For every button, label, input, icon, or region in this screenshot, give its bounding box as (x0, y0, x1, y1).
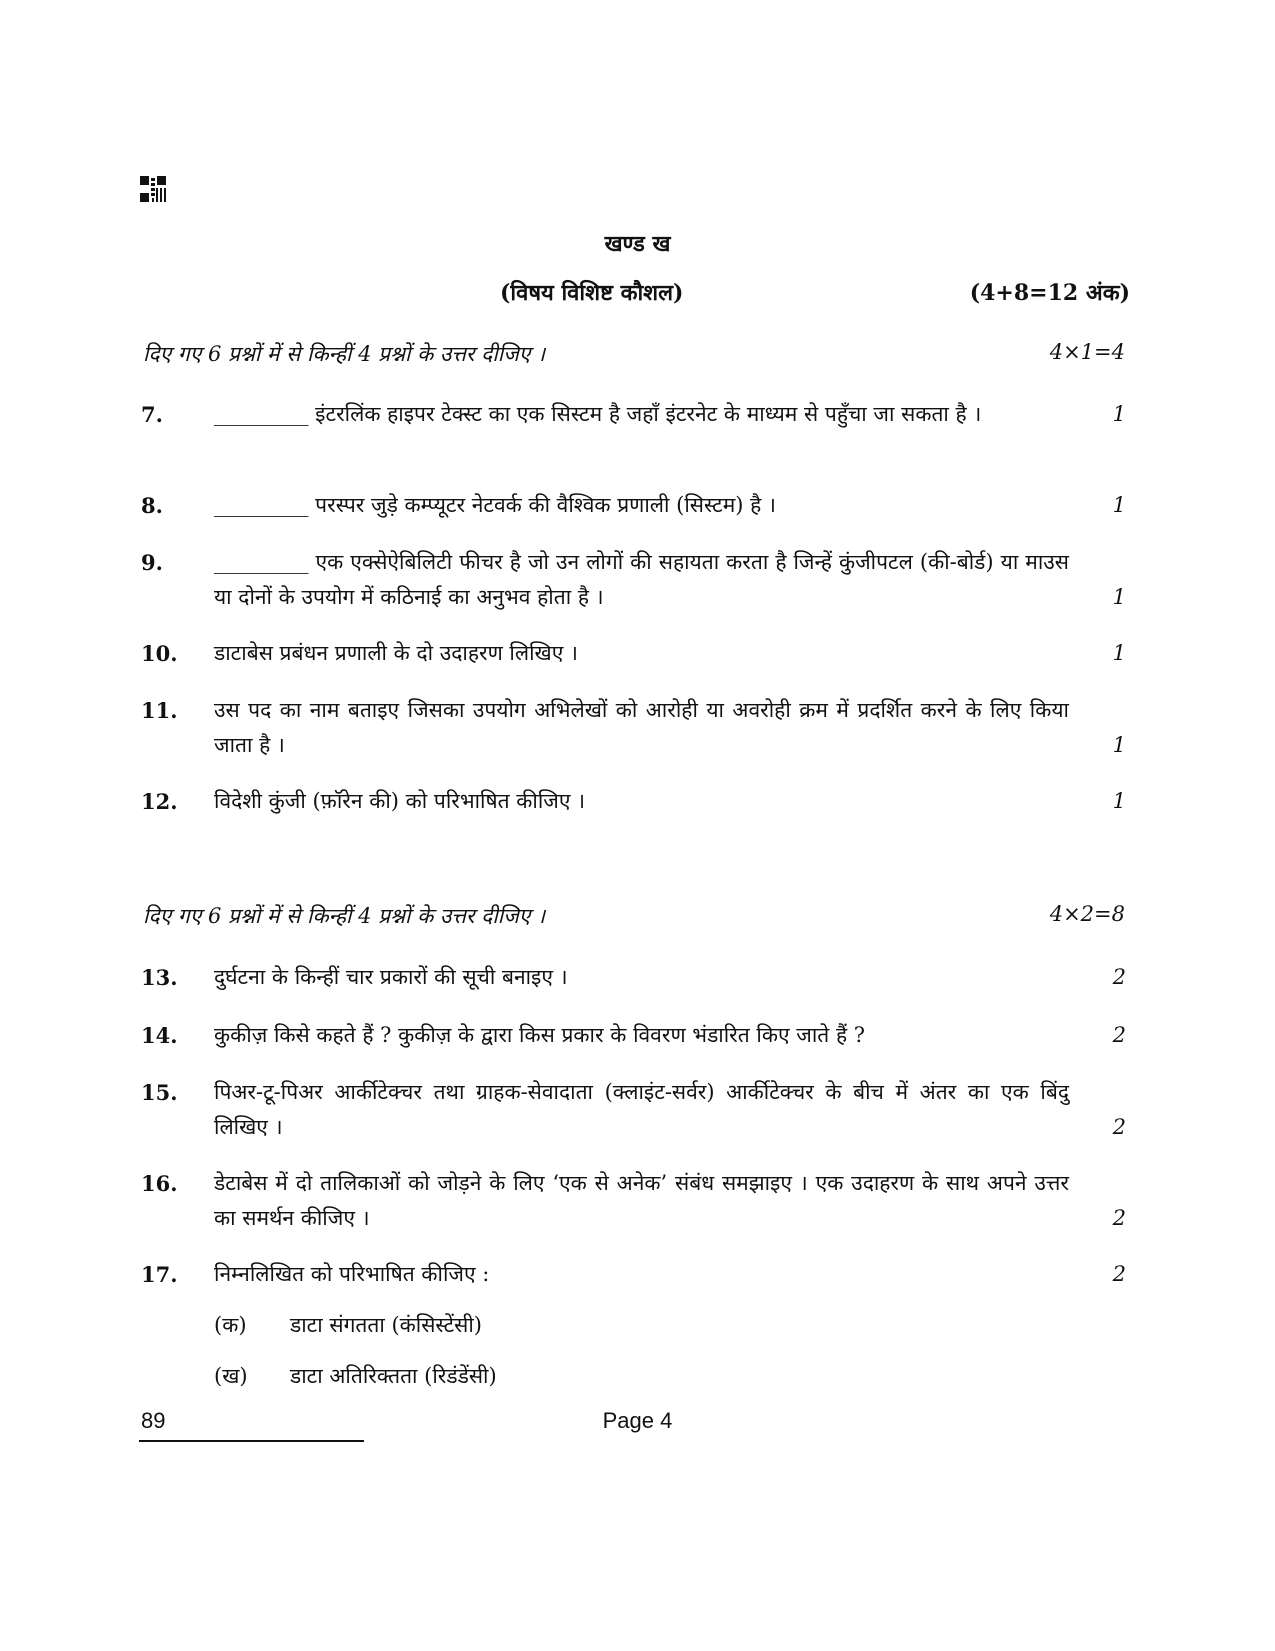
question-item (141, 545, 1126, 615)
question-marks: 2 (1112, 965, 1126, 989)
question-text: विदेशी कुंजी (फ़ॉरेन की) को परिभाषित कीजिए । (214, 789, 586, 813)
question-item (141, 397, 1126, 432)
section-subtitle: (विषय विशिष्ट कौशल) (500, 280, 684, 306)
sub-part-label: (ख) (214, 1364, 248, 1388)
question-item (141, 784, 1126, 819)
question-item (141, 1166, 1126, 1236)
instruction-text: दिए गए 6 प्रश्नों में से किन्हीं 4 प्रश्नों के उत्तर दीजिए । (143, 342, 546, 366)
paper-code: 89 (141, 1408, 166, 1433)
question-item (141, 1075, 1126, 1145)
footer-divider (139, 1440, 364, 1442)
question-marks: 2 (1112, 1115, 1126, 1139)
question-text: डाटाबेस प्रबंधन प्रणाली के दो उदाहरण लिखिए । (214, 641, 578, 665)
question-text: कुकीज़ किसे कहते हैं ? कुकीज़ के द्वारा किस प्रकार के विवरण भंडारित किए जाते हैं ? (214, 1023, 866, 1047)
question-text: पिअर-टू-पिअर आर्कीटेक्चर तथा ग्राहक-सेवादाता (क्लाइंट-सर्वर) आर्कीटेक्चर के बीच में अंतर का एक बिंदु लिखिए । (214, 1080, 1069, 1139)
question-marks: 2 (1112, 1206, 1126, 1230)
question-marks: 1 (1112, 733, 1126, 757)
sub-part-text: डाटा अतिरिक्तता (रिडंडेंसी) (290, 1364, 497, 1388)
group-instruction (143, 902, 1125, 930)
question-number: 12. (141, 789, 178, 814)
question-text: दुर्घटना के किन्हीं चार प्रकारों की सूची बनाइए । (214, 965, 568, 989)
section-marks: (4+8=12 अंक) (969, 280, 1130, 306)
question-number: 10. (141, 641, 178, 666)
question-text: _________ इंटरलिंक हाइपर टेक्स्ट का एक सिस्टम है जहाँ इंटरनेट के माध्यम से पहुँचा जा सकता है । (214, 402, 982, 426)
question-text: _________ एक एक्सेऐबिलिटी फीचर है जो उन लोगों की सहायता करता है जिन्हें कुंजीपटल (की-बोर्ड) या माउस या दोनों के उपयोग में कठिनाई का अनुभव होता है । (214, 550, 1069, 609)
question-text: निम्नलिखित को परिभाषित कीजिए : (214, 1262, 490, 1286)
section-title: खण्ड ख (604, 231, 671, 257)
question-item (141, 488, 1126, 523)
question-number: 7. (141, 402, 163, 427)
question-item (141, 693, 1126, 763)
group-score: 4×1=4 (1049, 340, 1125, 364)
question-item (141, 1018, 1126, 1053)
qr-code (140, 176, 166, 202)
question-item (141, 1257, 1126, 1292)
question-marks: 1 (1112, 789, 1126, 813)
question-number: 11. (141, 698, 178, 723)
question-marks: 1 (1112, 585, 1126, 609)
question-marks: 2 (1112, 1262, 1126, 1286)
question-number: 16. (141, 1171, 178, 1196)
question-text: _________ परस्पर जुड़े कम्प्यूटर नेटवर्क की वैश्विक प्रणाली (सिस्टम) है । (214, 493, 776, 517)
question-number: 15. (141, 1080, 178, 1105)
question-marks: 2 (1112, 1023, 1126, 1047)
sub-part-text: डाटा संगतता (कंसिस्टेंसी) (290, 1313, 482, 1337)
group-instruction (143, 340, 1125, 368)
question-text: डेटाबेस में दो तालिकाओं को जोड़ने के लिए ‘एक से अनेक’ संबंध समझाइए । एक उदाहरण के साथ अपने उत्तर का समर्थन कीजिए । (214, 1171, 1069, 1230)
question-marks: 1 (1112, 493, 1126, 517)
sub-part-label: (क) (214, 1313, 247, 1337)
question-number: 8. (141, 493, 163, 518)
question-number: 13. (141, 965, 178, 990)
group-score: 4×2=8 (1049, 902, 1125, 926)
question-number: 9. (141, 550, 163, 575)
question-item (141, 960, 1126, 995)
sub-part (214, 1362, 497, 1390)
question-item (141, 636, 1126, 671)
question-text: उस पद का नाम बताइए जिसका उपयोग अभिलेखों को आरोही या अवरोही क्रम में प्रदर्शित करने के लिए किया जाता है । (214, 698, 1069, 757)
sub-part (214, 1311, 482, 1339)
question-marks: 1 (1112, 402, 1126, 426)
question-number: 14. (141, 1023, 178, 1048)
question-marks: 1 (1112, 641, 1126, 665)
page-number: Page 4 (602, 1408, 673, 1433)
instruction-text: दिए गए 6 प्रश्नों में से किन्हीं 4 प्रश्नों के उत्तर दीजिए । (143, 904, 546, 928)
question-number: 17. (141, 1262, 178, 1287)
